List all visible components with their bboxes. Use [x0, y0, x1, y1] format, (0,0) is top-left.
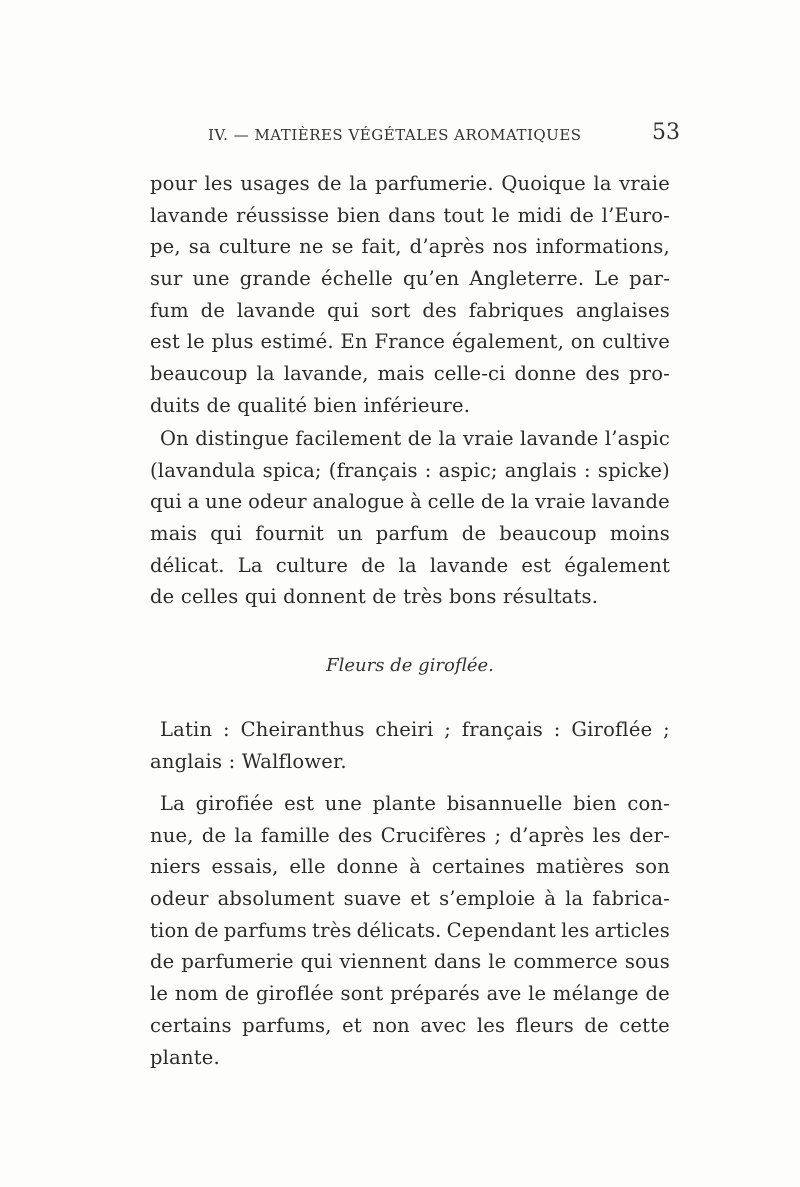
- text-line: odeur absolument suave et s’emploie à la fabrica-: [150, 887, 670, 911]
- page-number: 53: [652, 120, 680, 145]
- text-line: mais qui fournit un parfum de beaucoup moins: [150, 522, 670, 546]
- text-line: certains parfums, et non avec les fleurs de cette: [150, 1013, 670, 1037]
- paragraph-giroflee: [150, 788, 670, 1073]
- text-line: niers essais, elle donne à certaines matières son: [150, 855, 670, 879]
- text-line: fum de lavande qui sort des fabriques anglaises: [150, 298, 670, 322]
- text-line: pe, sa culture ne se fait, d’après nos informations,: [150, 235, 670, 259]
- text-line: Latin : Cheiranthus cheiri ; français : Giroflée ;: [160, 718, 670, 741]
- text-line: La girofiée est une plante bisannuelle bien con-: [160, 792, 670, 815]
- text-line: duits de qualité bien inférieure.: [150, 393, 471, 417]
- paragraph-lavande-continued: [150, 168, 670, 422]
- text-line: tion de parfums très délicats. Cependant les articles: [150, 918, 670, 942]
- text-line: (lavandula spica; (français : aspic; anglais : spicke): [150, 458, 670, 482]
- section-heading: Fleurs de giroflée.: [326, 655, 494, 676]
- text-line: lavande réussisse bien dans tout le midi de l’Euro-: [150, 203, 670, 227]
- text-line: beaucoup la lavande, mais celle-ci donne des pro-: [150, 362, 670, 386]
- text-line: qui a une odeur analogue à celle de la vraie lavande: [150, 490, 670, 514]
- text-line: pour les usages de la parfumerie. Quoique la vraie: [150, 172, 670, 195]
- text-line: de celles qui donnent de très bons résultats.: [150, 585, 599, 609]
- paragraph-aspic: [150, 423, 670, 613]
- text-line: délicat. La culture de la lavande est également: [150, 553, 670, 577]
- text-line: le nom de giroflée sont préparés ave le mélange de: [150, 982, 670, 1006]
- paragraph-nomenclature: [150, 714, 670, 777]
- running-title: IV. — MATIÈRES VÉGÉTALES AROMATIQUES: [208, 126, 582, 144]
- text-line: est le plus estimé. En France également, on cultive: [150, 330, 670, 354]
- text-line: On distingue facilement de la vraie lavande l’aspic: [160, 427, 670, 450]
- text-line: sur une grande échelle qu’en Angleterre. Le par-: [150, 267, 670, 291]
- text-line: nue, de la famille des Crucifères ; d’après les der-: [150, 823, 670, 847]
- text-line: anglais : Walflower.: [150, 749, 347, 773]
- running-header: [150, 118, 680, 154]
- text-line: plante.: [150, 1045, 220, 1069]
- text-line: de parfumerie qui viennent dans le commerce sous: [150, 950, 670, 974]
